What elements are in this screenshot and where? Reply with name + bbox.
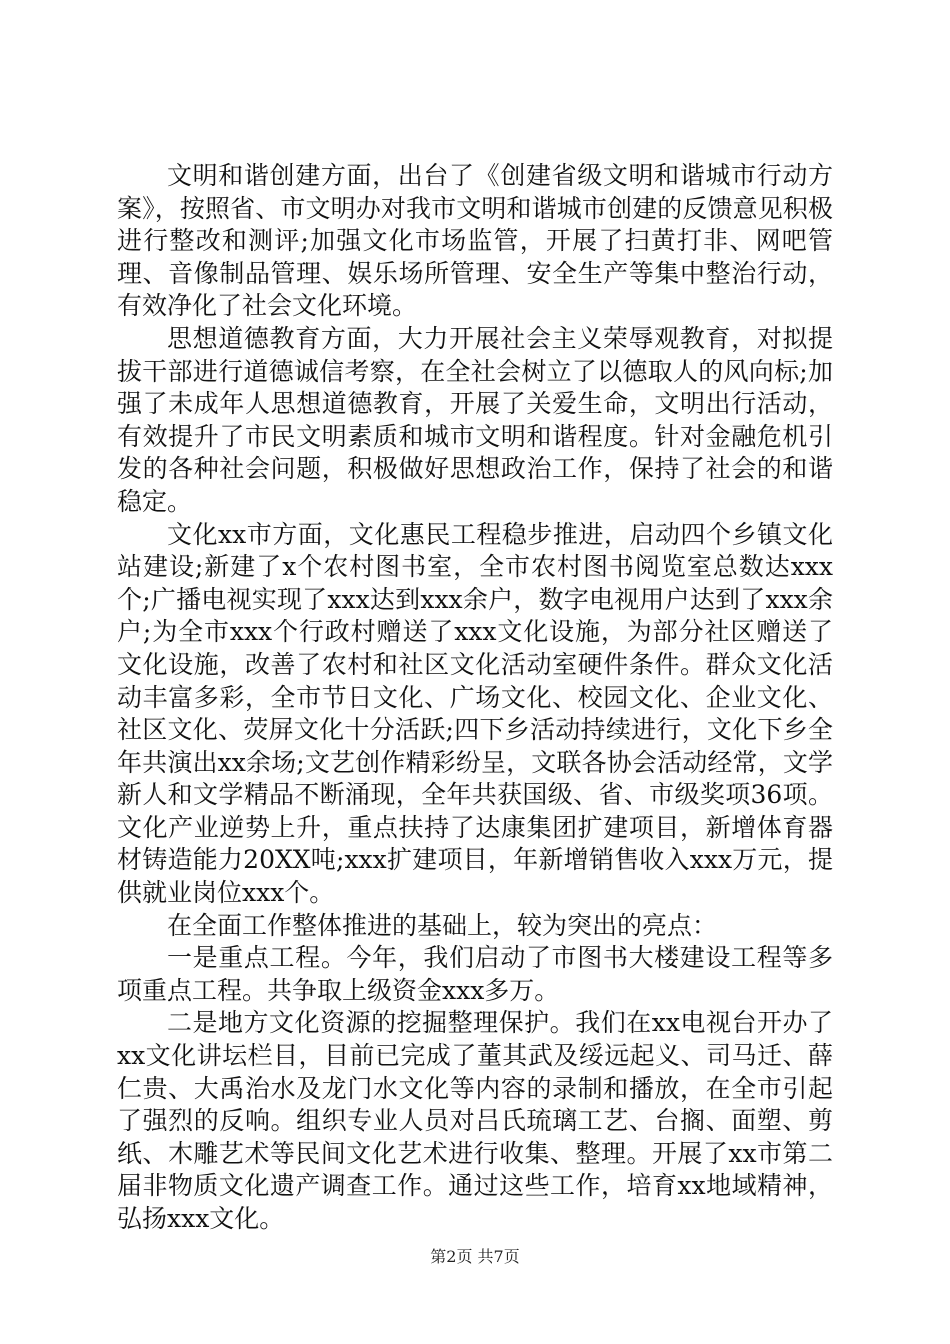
document-body <box>117 160 833 1236</box>
page-number-footer: 第2页 共7页 <box>430 1247 520 1266</box>
paragraph-culture: 文化xx市方面，文化惠民工程稳步推进，启动四个乡镇文化站建设;新建了x个农村图书室，全市农村图书阅览室总数达xxx个;广播电视实现了xxx达到xxx余户，数字电视用户达到了xxx余户;为全市xxx个行政村赠送了xxx文化设施，为部分社区赠送了文化设施，改善了农村和社区文化活动室硬件条件。群众文化活动丰富多彩，全市节日文化、广场文化、校园文化、企业文化、社区文化、荧屏文化十分活跃;四下乡活动持续进行，文化下乡全年共演出xx余场;文艺创作精彩纷呈，文联各协会活动经常，文学新人和文学精品不断涌现，全年共获国级、省、市级奖项36项。文化产业逆势上升，重点扶持了达康集团扩建项目，新增体育器材铸造能力20XX吨;xxx扩建项目，年新增销售收入xxx万元，提供就业岗位xxx个。 <box>117 519 833 908</box>
paragraph-civilization: 文明和谐创建方面，出台了《创建省级文明和谐城市行动方案》，按照省、市文明办对我市文明和谐城市创建的反馈意见积极进行整改和测评;加强文化市场监管，开展了扫黄打非、网吧管理、音像制品管理、娱乐场所管理、安全生产等集中整治行动，有效净化了社会文化环境。 <box>117 161 833 321</box>
paragraph-highlight-one: 一是重点工程。今年，我们启动了市图书大楼建设工程等多项重点工程。共争取上级资金xxx多万。 <box>117 943 833 1005</box>
paragraph-highlight-two: 二是地方文化资源的挖掘整理保护。我们在xx电视台开办了xx文化讲坛栏目，目前已完成了董其武及绥远起义、司马迁、薛仁贵、大禹治水及龙门水文化等内容的录制和播放，在全市引起了强烈的反响。组织专业人员对吕氏琉璃工艺、台搁、面塑、剪纸、木雕艺术等民间文化艺术进行收集、整理。开展了xx市第二届非物质文化遗产调查工作。通过这些工作，培育xx地域精神，弘扬xxx文化。 <box>117 1008 833 1233</box>
paragraph-highlights-intro: 在全面工作整体推进的基础上，较为突出的亮点： <box>167 910 718 940</box>
paragraph-moral-education: 思想道德教育方面，大力开展社会主义荣辱观教育，对拟提拔干部进行道德诚信考察，在全社会树立了以德取人的风向标;加强了未成年人思想道德教育，开展了关爱生命，文明出行活动，有效提升了市民文明素质和城市文明和谐程度。针对金融危机引发的各种社会问题，积极做好思想政治工作，保持了社会的和谐稳定。 <box>117 323 833 516</box>
